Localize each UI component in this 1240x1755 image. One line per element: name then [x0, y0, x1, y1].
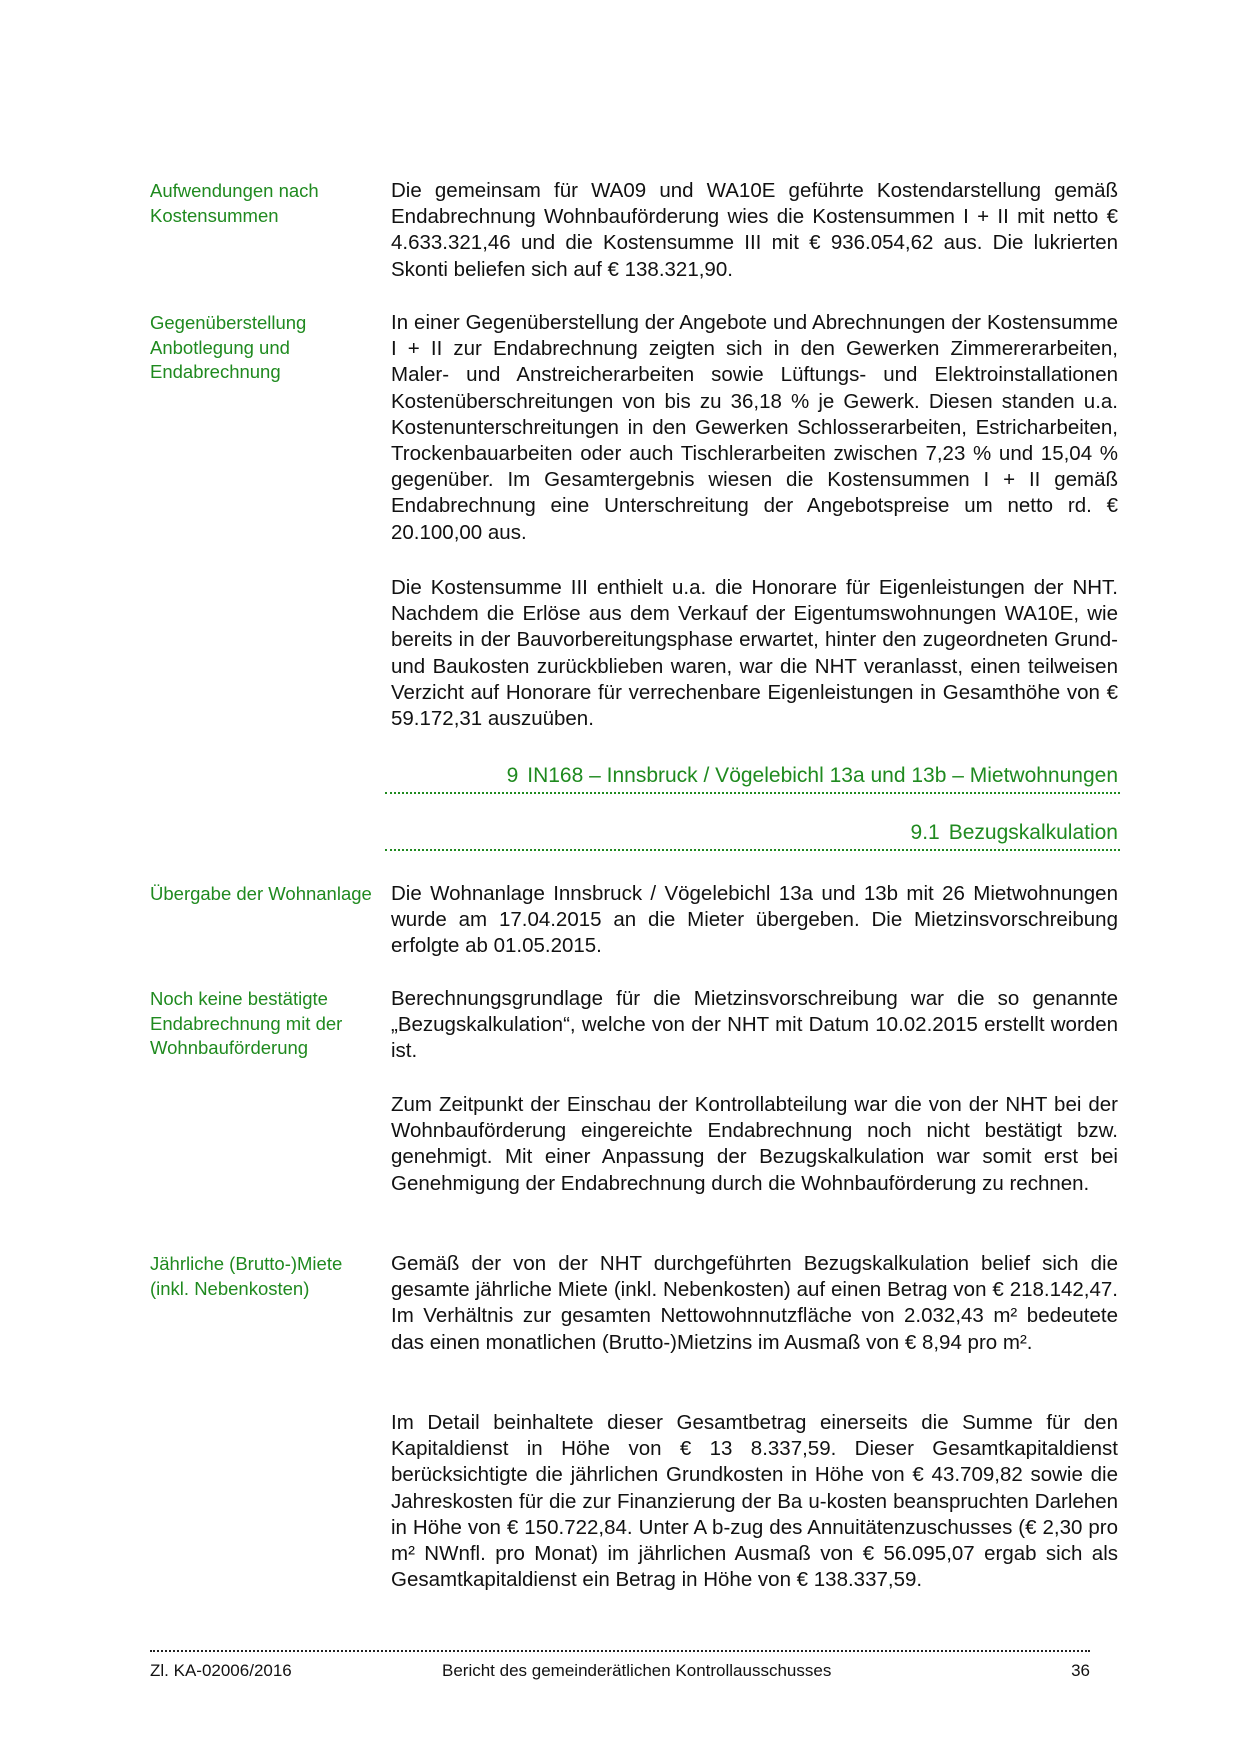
- margin-label-gegenueberstellung: Gegenüberstellung Anbotlegung und Endabrechnung: [150, 312, 307, 382]
- heading-number: 9.1: [910, 821, 940, 844]
- margin-label-jaehrliche-miete: Jährliche (Brutto-)Miete (inkl. Nebenkosten): [150, 1253, 343, 1299]
- footer-title: Bericht des gemeinderätlichen Kontrollausschusses: [442, 1661, 832, 1680]
- paragraph-aufwendungen: Die gemeinsam für WA09 und WA10E geführte Kostendarstellung gemäß Endabrechnung Wohnbauförderung wies die Kostensummen I + II mit netto € 4.633.321,46 und die Kostensumme III mit € 936.054,62 aus. Die lukrierten Skonti beliefen sich auf € 138.321,90.: [391, 179, 1118, 281]
- footer-divider: [150, 1650, 1090, 1652]
- paragraph-gegenueberstellung: In einer Gegenüberstellung der Angebote und Abrechnungen der Kostensumme I + II zur Endabrechnung zeigten sich in den Gewerken Zimmererarbeiten, Maler- und Anstreicherarbeiten sowie Lüftungs- und Elektroinstallationen Kostenüberschreitungen von bis zu 36,18 % je Gewerk. Diesen standen u.a. Kostenunterschreitungen in den Gewerken Schlosserarbeiten, Estricharbeiten, Trockenbauarbeiten oder auch Tischlerarbeiten zwischen 7,23 % und 15,04 % gegenüber. Im Gesamtergebnis wiesen die Kostensummen I + II gemäß Endabrechnung eine Unterschreitung der Angebotspreise um netto rd. € 20.100,00 aus.: [391, 311, 1118, 544]
- heading-divider: [385, 792, 1120, 794]
- page-number: 36: [1071, 1661, 1090, 1680]
- paragraph-jaehrliche-miete: Gemäß der von der NHT durchgeführten Bezugskalkulation belief sich die gesamte jährliche Miete (inkl. Nebenkosten) auf einen Betrag von € 218.142,47. Im Verhältnis zur gesamten Nettowohnnutzfläche von 2.032,43 m² bedeutete das einen monatlichen (Brutto-)Mietzins im Ausmaß von € 8,94 pro m².: [391, 1252, 1118, 1354]
- paragraph-kostensumme-iii: Die Kostensumme III enthielt u.a. die Honorare für Eigenleistungen der NHT. Nachdem die Erlöse aus dem Verkauf der Eigentumswohnungen WA10E, wie bereits in der Bauvorbereitungsphase erwartet, hinter den zugeordneten Grund- und Baukosten zurückblieben waren, war die NHT veranlasst, einen teilweisen Verzicht auf Honorare für verrechenbare Eigenleistungen in Gesamthöhe von € 59.172,31 auszuüben.: [391, 576, 1118, 731]
- margin-label-aufwendungen: Aufwendungen nach Kostensummen: [150, 180, 319, 226]
- margin-label-endabrechnung: Noch keine bestätigte Endabrechnung mit der Wohnbauförderung: [150, 988, 343, 1058]
- section-heading-9: [385, 763, 1118, 789]
- paragraph-bezugskalkulation: Berechnungsgrundlage für die Mietzinsvorschreibung war die so genannte „Bezugskalkulation“, welche von der NHT mit Datum 10.02.2015 erstellt worden ist.: [391, 987, 1118, 1063]
- heading-number: 9: [506, 764, 519, 787]
- paragraph-kapitaldienst: Im Detail beinhaltete dieser Gesamtbetrag einerseits die Summe für den Kapitaldienst in Höhe von € 13 8.337,59. Dieser Gesamtkapitaldienst berücksichtigte die jährlichen Grundkosten in Höhe von € 43.709,82 sowie die Jahreskosten für die zur Finanzierung der Ba u-kosten beanspruchten Darlehen in Höhe von € 150.722,84. Unter A b-zug des Annuitätenzuschusses (€ 2,30 pro m² NWnfl. pro Monat) im jährlichen Ausmaß von € 56.095,07 ergab sich als Gesamtkapitaldienst ein Betrag in Höhe von € 138.337,59.: [391, 1411, 1118, 1592]
- footer-reference: Zl. KA-02006/2016: [150, 1661, 292, 1680]
- margin-label-uebergabe: Übergabe der Wohnanlage: [150, 883, 372, 904]
- subheading-divider: [385, 849, 1120, 851]
- heading-title: Bezugskalkulation: [948, 821, 1118, 844]
- paragraph-uebergabe: Die Wohnanlage Innsbruck / Vögelebichl 13a und 13b mit 26 Mietwohnungen wurde am 17.04.2015 an die Mieter übergeben. Die Mietzinsvorschreibung erfolgte ab 01.05.2015.: [391, 882, 1118, 958]
- paragraph-einschau: Zum Zeitpunkt der Einschau der Kontrollabteilung war die von der NHT bei der Wohnbauförderung eingereichte Endabrechnung noch nicht bestätigt bzw. genehmigt. Mit einer Anpassung der Bezugskalkulation war somit erst bei Genehmigung der Endabrechnung durch die Wohnbauförderung zu rechnen.: [391, 1093, 1118, 1195]
- heading-title: IN168 – Innsbruck / Vögelebichl 13a und 13b – Mietwohnungen: [527, 764, 1118, 787]
- section-heading-9-1: [385, 820, 1118, 846]
